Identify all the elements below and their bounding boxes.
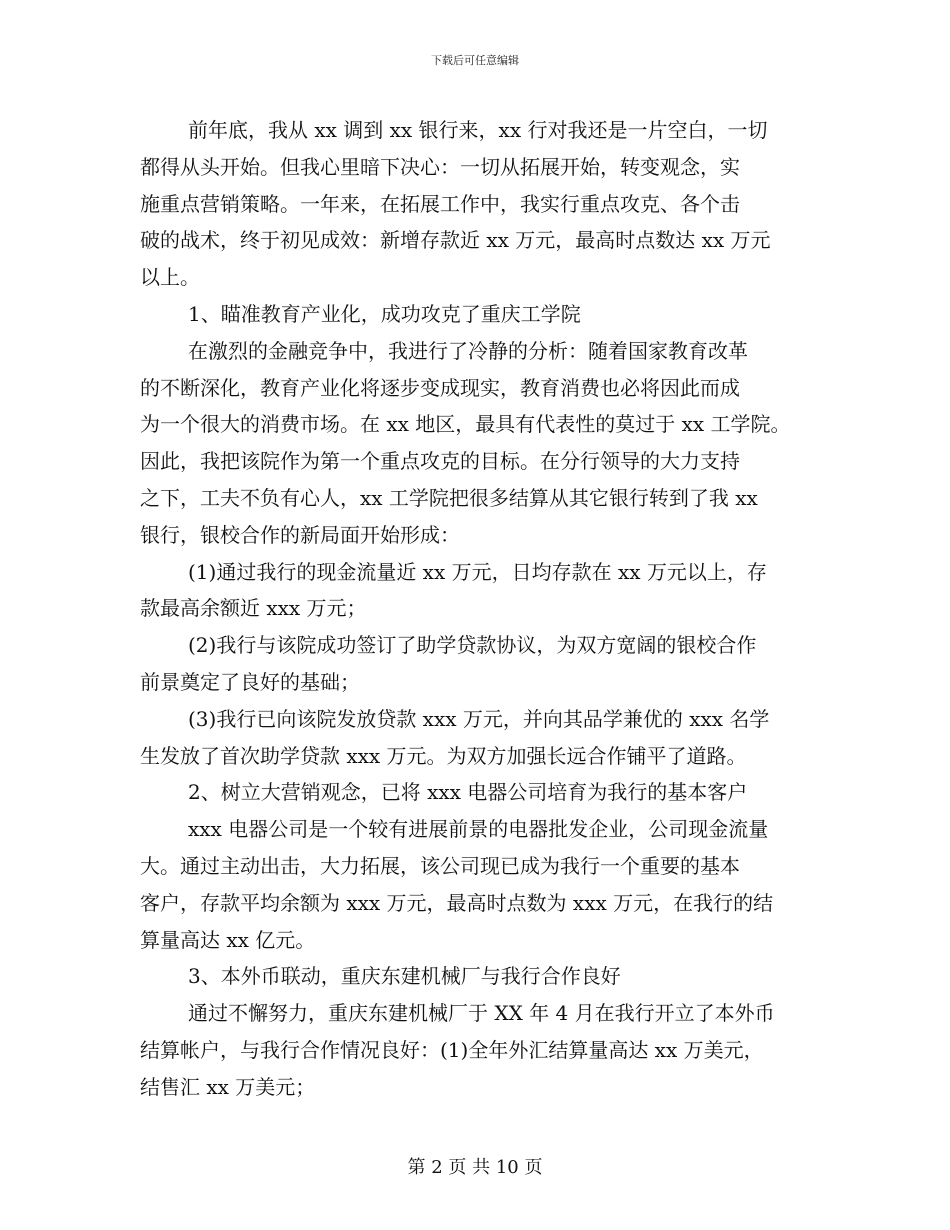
text-line: 银行，银校合作的新局面开始形成： xyxy=(140,522,460,547)
text-line: 都得从头开始。但我心里暗下决心：一切从拓展开始，转变观念，实 xyxy=(140,154,740,179)
body-text xyxy=(140,112,830,1106)
text-line: 前景奠定了良好的基础； xyxy=(140,669,360,694)
section-heading: 3、本外币联动，重庆东建机械厂与我行合作良好 xyxy=(188,964,621,989)
text-line: 因此，我把该院作为第一个重点攻克的目标。在分行领导的大力支持 xyxy=(140,449,740,474)
text-line: 生发放了首次助学贷款 xxx 万元。为双方加强长远合作铺平了道路。 xyxy=(140,743,747,768)
text-line: 以上。 xyxy=(140,265,200,290)
page-footer: 第 2 页 共 10 页 xyxy=(407,1157,543,1178)
text-line: 客户，存款平均余额为 xxx 万元，最高时点数为 xxx 万元，在我行的结 xyxy=(140,890,774,915)
text-line: 大。通过主动出击，大力拓展，该公司现已成为我行一个重要的基本 xyxy=(140,853,740,878)
text-line: xxx 电器公司是一个较有进展前景的电器批发企业，公司现金流量 xyxy=(188,817,769,842)
text-line: 款最高余额近 xxx 万元； xyxy=(140,596,367,621)
list-item: (1)通过我行的现金流量近 xx 万元，日均存款在 xx 万元以上，存 xyxy=(188,559,767,584)
text-line: 前年底，我从 xx 调到 xx 银行来，xx 行对我还是一片空白，一切 xyxy=(188,118,768,142)
text-line: 在激烈的金融竞争中，我进行了冷静的分析：随着国家教育改革 xyxy=(188,338,748,363)
text-line: 通过不懈努力，重庆东建机械厂于 XX 年 4 月在我行开立了本外币 xyxy=(188,1001,775,1026)
text-line: 为一个很大的消费市场。在 xx 地区，最具有代表性的莫过于 xx 工学院。 xyxy=(140,412,791,437)
text-line: 施重点营销策略。一年来，在拓展工作中，我实行重点攻克、各个击 xyxy=(140,191,740,216)
page-header: 下载后可任意编辑 xyxy=(431,54,519,67)
text-line: 结算帐户，与我行合作情况良好：(1)全年外汇结算量高达 xx 万美元， xyxy=(140,1037,764,1062)
text-line: 之下，工夫不负有心人，xx 工学院把很多结算从其它银行转到了我 xx xyxy=(140,485,758,510)
list-item: (2)我行与该院成功签订了助学贷款协议，为双方宽阔的银校合作 xyxy=(188,633,757,658)
section-heading: 1、瞄准教育产业化，成功攻克了重庆工学院 xyxy=(188,301,581,326)
text-line: 破的战术，终于初见成效：新增存款近 xx 万元，最高时点数达 xx 万元 xyxy=(140,228,771,253)
section-heading: 2、树立大营销观念，已将 xxx 电器公司培育为我行的基本客户 xyxy=(188,780,748,805)
text-line: 结售汇 xx 万美元； xyxy=(140,1074,316,1099)
text-line: 的不断深化，教育产业化将逐步变成现实，教育消费也必将因此而成 xyxy=(140,375,740,400)
text-line: 算量高达 xx 亿元。 xyxy=(140,927,316,952)
list-item: (3)我行已向该院发放贷款 xxx 万元，并向其品学兼优的 xxx 名学 xyxy=(188,706,770,731)
